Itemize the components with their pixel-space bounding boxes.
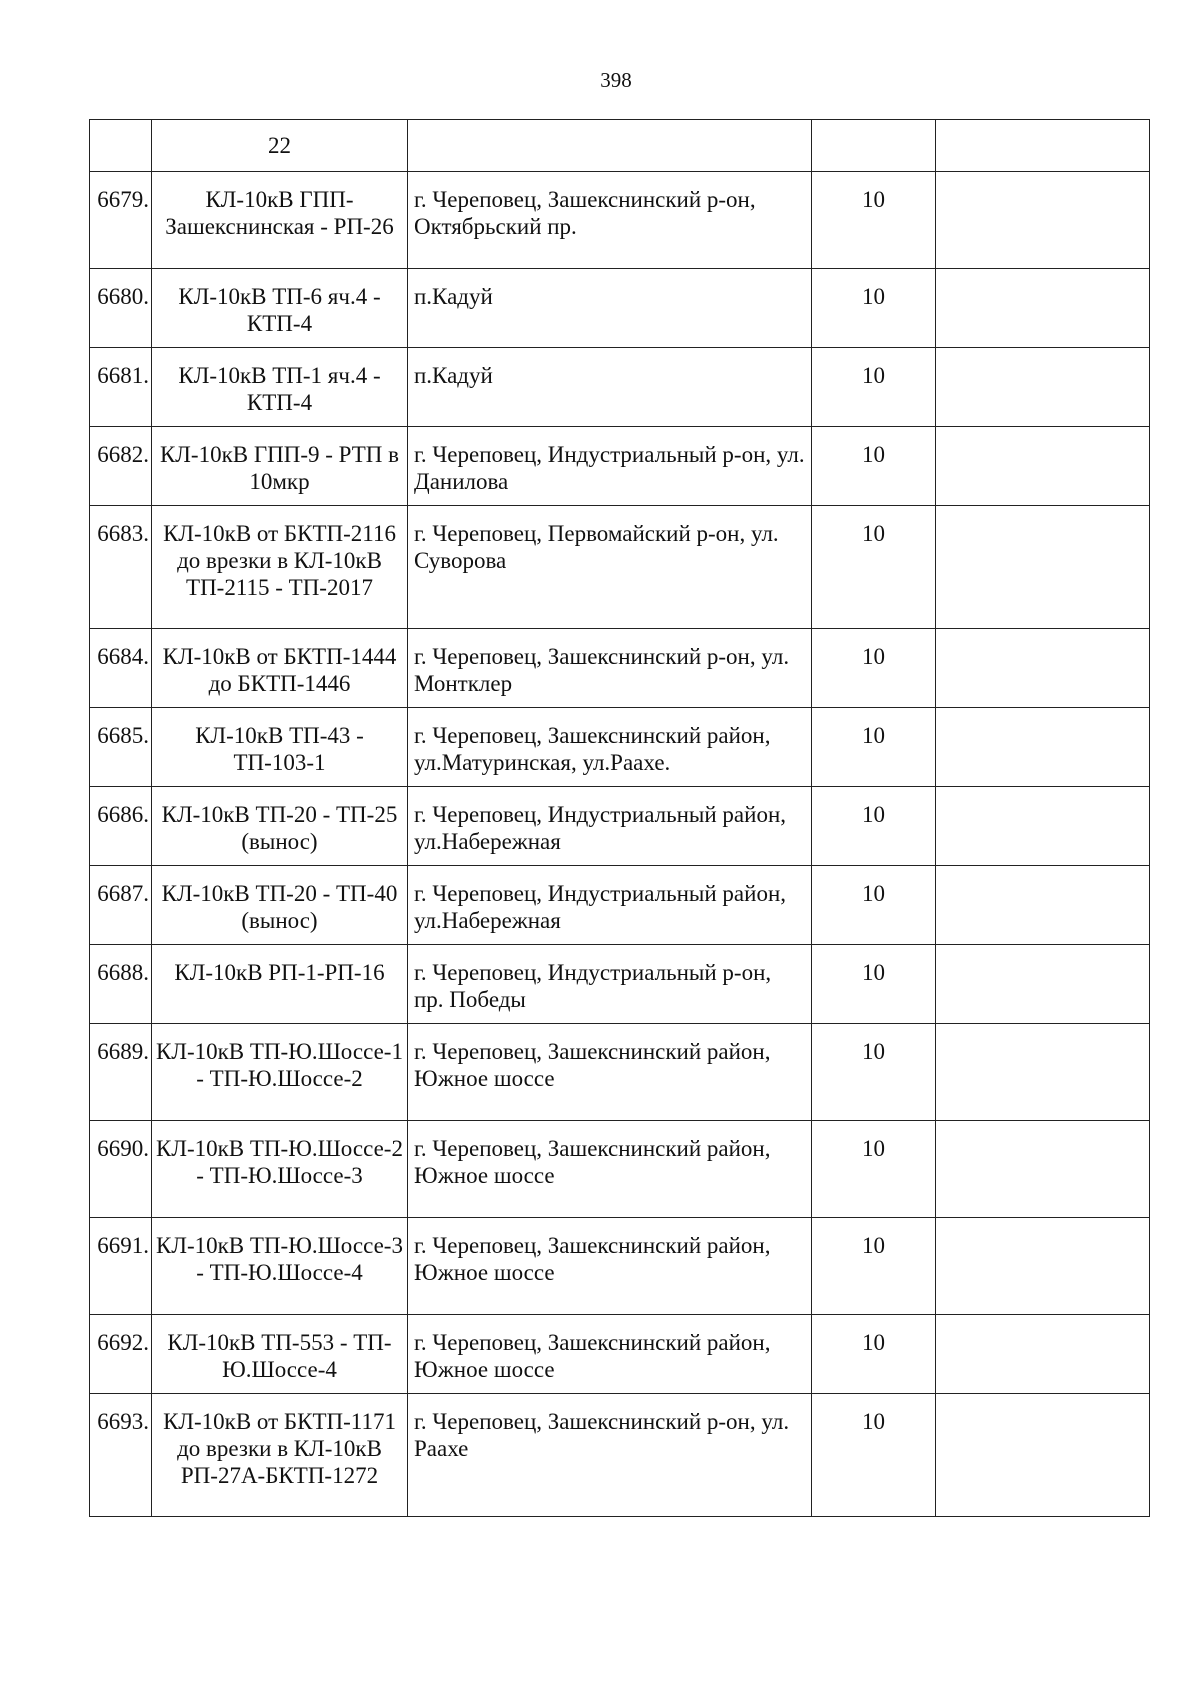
row-number: 6685. — [90, 708, 152, 787]
line-voltage: 10 — [812, 506, 936, 629]
row-number: 6690. — [90, 1121, 152, 1218]
line-voltage: 10 — [812, 945, 936, 1024]
line-name: КЛ-10кВ от БКТП-1444 до БКТП-1446 — [152, 629, 408, 708]
line-address: г. Череповец, Первомайский р-он, ул. Суворова — [408, 506, 812, 629]
line-name: КЛ-10кВ ТП-43 - ТП-103-1 — [152, 708, 408, 787]
row-number: 6688. — [90, 945, 152, 1024]
line-name: КЛ-10кВ ГПП-9 - РТП в 10мкр — [152, 427, 408, 506]
line-voltage: 10 — [812, 866, 936, 945]
line-name: КЛ-10кВ ТП-20 - ТП-40 (вынос) — [152, 866, 408, 945]
table-row — [90, 120, 1150, 172]
line-name: КЛ-10кВ ТП-20 - ТП-25 (вынос) — [152, 787, 408, 866]
table-row — [90, 787, 1150, 866]
line-name: КЛ-10кВ ТП-6 яч.4 - КТП-4 — [152, 269, 408, 348]
row-number: 6680. — [90, 269, 152, 348]
row-number: 6681. — [90, 348, 152, 427]
line-voltage: 10 — [812, 1121, 936, 1218]
row-number: 6693. — [90, 1394, 152, 1517]
line-note — [936, 1394, 1150, 1517]
page-number: 398 — [600, 68, 632, 92]
row-number: 6686. — [90, 787, 152, 866]
line-voltage — [812, 120, 936, 172]
row-number: 6682. — [90, 427, 152, 506]
line-voltage: 10 — [812, 629, 936, 708]
line-name: КЛ-10кВ от БКТП-1171 до врезки в КЛ-10кВ РП-27А-БКТП-1272 — [152, 1394, 408, 1517]
table-row — [90, 348, 1150, 427]
table-row — [90, 1315, 1150, 1394]
line-voltage: 10 — [812, 348, 936, 427]
row-number: 6683. — [90, 506, 152, 629]
line-address: п.Кадуй — [408, 269, 812, 348]
row-number — [90, 120, 152, 172]
line-address: г. Череповец, Зашекснинский район, Южное шоссе — [408, 1024, 812, 1121]
line-address: г. Череповец, Индустриальный р-он, пр. Победы — [408, 945, 812, 1024]
table-row — [90, 1121, 1150, 1218]
table-row — [90, 427, 1150, 506]
line-note — [936, 787, 1150, 866]
line-address: г. Череповец, Зашекснинский район, Южное шоссе — [408, 1218, 812, 1315]
cable-lines-table — [89, 119, 1150, 1517]
table-row — [90, 1394, 1150, 1517]
line-voltage: 10 — [812, 1315, 936, 1394]
table-row — [90, 945, 1150, 1024]
line-note — [936, 172, 1150, 269]
row-number: 6691. — [90, 1218, 152, 1315]
line-address: г. Череповец, Зашекснинский р-он, Октябрьский пр. — [408, 172, 812, 269]
line-address: п.Кадуй — [408, 348, 812, 427]
table-row — [90, 1218, 1150, 1315]
line-note — [936, 866, 1150, 945]
line-name: КЛ-10кВ ТП-Ю.Шоссе-3 - ТП-Ю.Шоссе-4 — [152, 1218, 408, 1315]
line-note — [936, 348, 1150, 427]
table-body — [90, 120, 1150, 1517]
row-number: 6687. — [90, 866, 152, 945]
table-row — [90, 866, 1150, 945]
line-name: КЛ-10кВ ТП-Ю.Шоссе-1 - ТП-Ю.Шоссе-2 — [152, 1024, 408, 1121]
line-note — [936, 1218, 1150, 1315]
line-note — [936, 945, 1150, 1024]
line-note — [936, 1024, 1150, 1121]
line-voltage: 10 — [812, 1394, 936, 1517]
row-number: 6689. — [90, 1024, 152, 1121]
line-name: КЛ-10кВ РП-1-РП-16 — [152, 945, 408, 1024]
line-voltage: 10 — [812, 787, 936, 866]
table-row — [90, 1024, 1150, 1121]
line-address: г. Череповец, Зашекснинский район, ул.Матуринская, ул.Раахе. — [408, 708, 812, 787]
line-address: г. Череповец, Зашекснинский р-он, ул. Раахе — [408, 1394, 812, 1517]
table-row — [90, 708, 1150, 787]
line-voltage: 10 — [812, 172, 936, 269]
table-row — [90, 269, 1150, 348]
line-voltage: 10 — [812, 1218, 936, 1315]
line-note — [936, 708, 1150, 787]
line-name: КЛ-10кВ ТП-1 яч.4 - КТП-4 — [152, 348, 408, 427]
line-note — [936, 427, 1150, 506]
line-voltage: 10 — [812, 427, 936, 506]
row-number: 6679. — [90, 172, 152, 269]
table-row — [90, 629, 1150, 708]
line-address: г. Череповец, Зашекснинский р-он, ул. Монтклер — [408, 629, 812, 708]
line-note — [936, 506, 1150, 629]
line-note — [936, 1315, 1150, 1394]
table-row — [90, 172, 1150, 269]
line-address — [408, 120, 812, 172]
line-voltage: 10 — [812, 269, 936, 348]
line-address: г. Череповец, Индустриальный район, ул.Набережная — [408, 866, 812, 945]
line-address: г. Череповец, Зашекснинский район, Южное шоссе — [408, 1315, 812, 1394]
line-address: г. Череповец, Индустриальный район, ул.Набережная — [408, 787, 812, 866]
line-note — [936, 120, 1150, 172]
line-name: 22 — [152, 120, 408, 172]
line-address: г. Череповец, Индустриальный р-он, ул. Данилова — [408, 427, 812, 506]
row-number: 6692. — [90, 1315, 152, 1394]
line-name: КЛ-10кВ ТП-Ю.Шоссе-2 - ТП-Ю.Шоссе-3 — [152, 1121, 408, 1218]
line-name: КЛ-10кВ ТП-553 - ТП-Ю.Шоссе-4 — [152, 1315, 408, 1394]
table-row — [90, 506, 1150, 629]
line-name: КЛ-10кВ ГПП-Зашекснинская - РП-26 — [152, 172, 408, 269]
line-note — [936, 1121, 1150, 1218]
line-name: КЛ-10кВ от БКТП-2116 до врезки в КЛ-10кВ ТП-2115 - ТП-2017 — [152, 506, 408, 629]
line-voltage: 10 — [812, 708, 936, 787]
line-address: г. Череповец, Зашекснинский район, Южное шоссе — [408, 1121, 812, 1218]
row-number: 6684. — [90, 629, 152, 708]
line-note — [936, 629, 1150, 708]
line-voltage: 10 — [812, 1024, 936, 1121]
line-note — [936, 269, 1150, 348]
